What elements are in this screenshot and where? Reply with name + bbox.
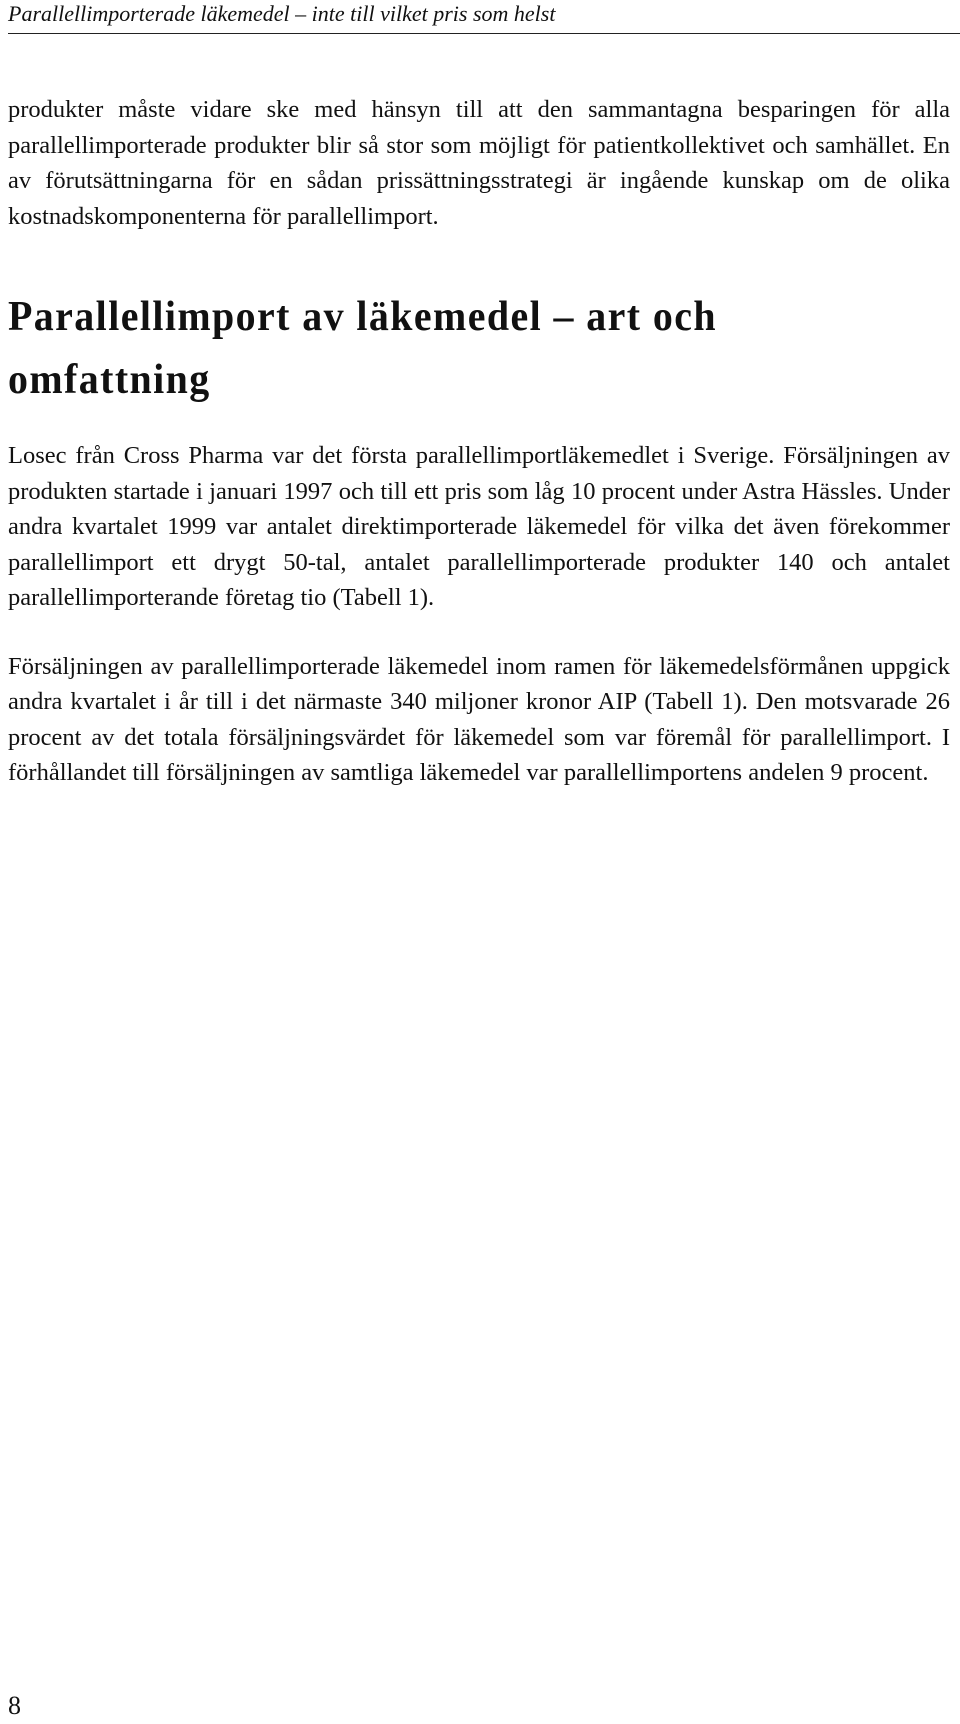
body-paragraph-losec: Losec från Cross Pharma var det första parallellimportläkemedlet i Sverige. Försäljningen av produkten startade i januari 1997 och till ett pris som låg 10 procent under Astra Hässles. Under andra kvartalet 1999 var antalet direktimporterade läkemedel för vilka det även förekommer parallellimport ett drygt 50-tal, antalet parallellimporterade produkter 140 och antalet parallellimporterande företag tio (Tabell 1). bbox=[8, 442, 950, 611]
page-body bbox=[8, 92, 950, 791]
page-number: 8 bbox=[8, 1691, 21, 1720]
section-heading: Parallellimport av läkemedel – art och omfattning bbox=[8, 294, 718, 403]
running-header bbox=[8, 0, 960, 34]
running-header-title: Parallellimporterade läkemedel – inte till vilket pris som helst bbox=[8, 1, 556, 26]
intro-paragraph: produkter måste vidare ske med hänsyn till att den sammantagna besparingen för alla parallellimporterade produkter blir så stor som möjligt för patientkollektivet och samhället. En av förutsättningarna för en sådan prissättningsstrategi är ingående kunskap om de olika kostnadskomponenterna för parallellimport. bbox=[8, 96, 950, 230]
body-paragraph-sales: Försäljningen av parallellimporterade läkemedel inom ramen för läkemedelsförmånen uppgick andra kvartalet i år till i det närmaste 340 miljoner kronor AIP (Tabell 1). Den motsvarade 26 procent av det totala försäljningsvärdet för läkemedel som var föremål för parallellimport. I förhållandet till försäljningen av samtliga läkemedel var parallellimportens andelen 9 procent. bbox=[8, 652, 950, 786]
